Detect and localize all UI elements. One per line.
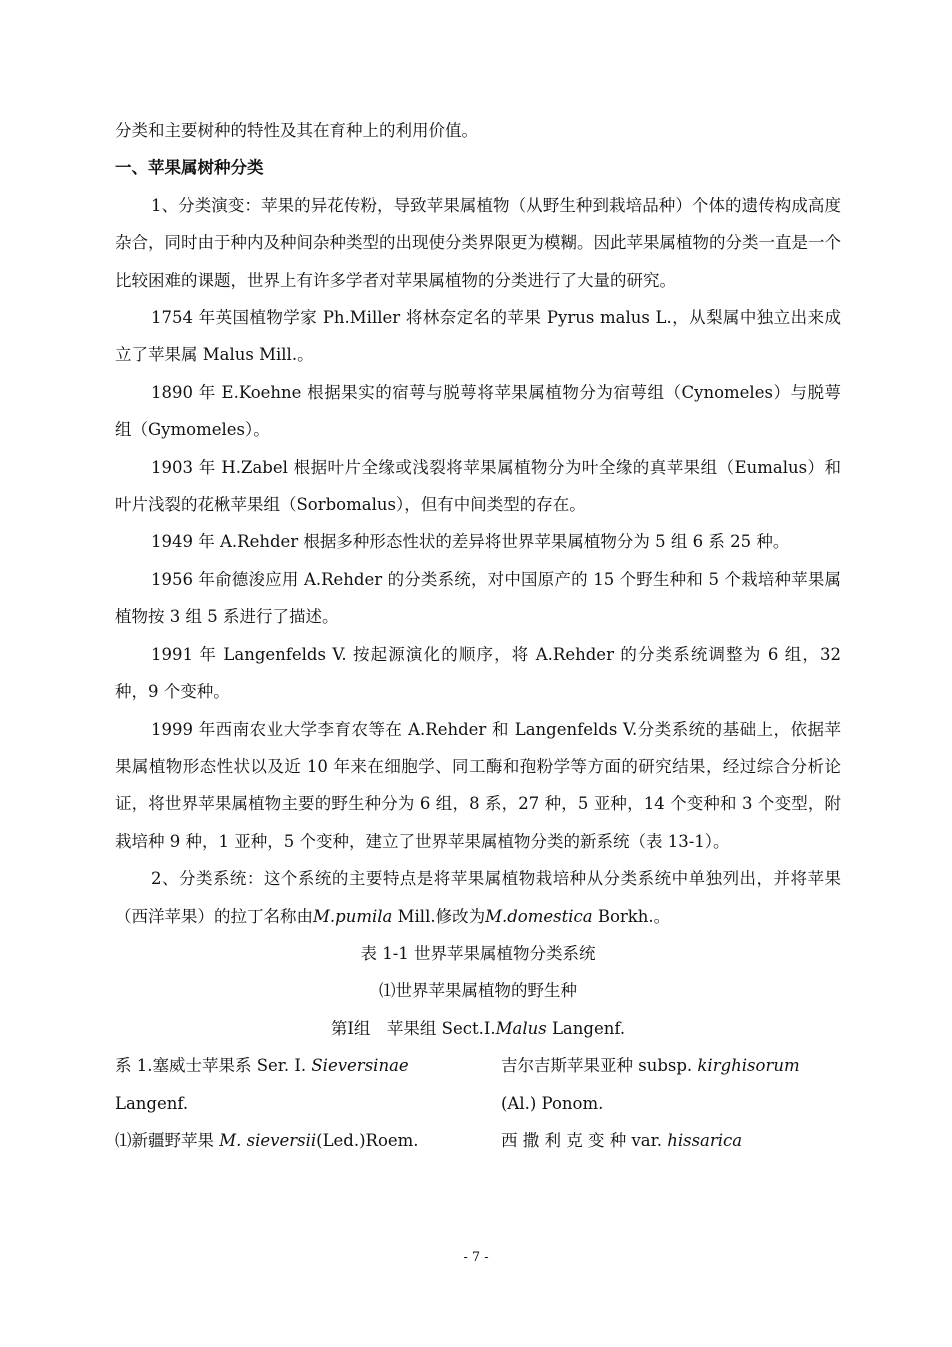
species-latin: M. sieversii (219, 1130, 317, 1150)
paragraph-3: 1890 年 E.Koehne 根据果实的宿萼与脱萼将苹果属植物分为宿萼组（Cynomeles）与脱萼组（Gymomeles）。 (115, 382, 841, 440)
right-column (501, 1047, 841, 1159)
right-line-1 (501, 1047, 841, 1084)
left-line-2: Langenf. (115, 1093, 189, 1113)
series-latin: Sieversinae (311, 1056, 409, 1076)
species-author: (Led.)Roem. (316, 1130, 419, 1150)
pumila-name: M.pumila (313, 906, 393, 926)
intro-line: 分类和主要树种的特性及其在育种上的利用价值。 (115, 121, 478, 140)
paragraph-9 (115, 860, 841, 935)
paragraph-8: 1999 年西南农业大学李育农等在 A.Rehder 和 Langenfelds V.分类系统的基础上，依据苹果属植物形态性状以及近 10 年来在细胞学、同工酶和孢粉学等方面的研究结果，经过综合分析论证，将世界苹果属植物主要的野生种分为 6 组，8 系，27 种，5 亚种，14 个变种和 3 个变型，附栽培种 9 种，1 亚种，5 个变种，建立了世界苹果属植物分类的新系统（表 13-1）。 (115, 719, 841, 851)
paragraph-9-b: Mill.修改为 (392, 906, 486, 926)
left-column (115, 1047, 455, 1159)
variety-label: 西 撒 利 克 变 种 var. (501, 1130, 668, 1150)
left-line-3 (115, 1122, 455, 1159)
paragraph-5: 1949 年 A.Rehder 根据多种形态性状的差异将世界苹果属植物分为 5 组 6 系 25 种。 (151, 532, 790, 552)
subspecies-label: 吉尔吉斯苹果亚种 subsp. (501, 1056, 698, 1076)
classification-columns (115, 1047, 841, 1159)
table-subtitle: ⑴世界苹果属植物的野生种 (379, 981, 577, 1001)
group-heading-genus: Malus (495, 1018, 547, 1038)
species-label: ⑴新疆野苹果 (115, 1130, 220, 1150)
document-page (115, 112, 841, 1159)
paragraph-9-c: Borkh.。 (592, 906, 671, 926)
subspecies-latin: kirghisorum (697, 1056, 800, 1076)
section-heading: 一、苹果属树种分类 (115, 158, 264, 178)
group-heading-a: 第Ⅰ组 苹果组 Sect.Ⅰ. (330, 1018, 496, 1038)
page-number: - 7 - (463, 1250, 489, 1265)
paragraph-4: 1903 年 H.Zabel 根据叶片全缘或浅裂将苹果属植物分为叶全缘的真苹果组（Eumalus）和叶片浅裂的花楸苹果组（Sorbomalus），但有中间类型的存在。 (115, 457, 841, 515)
series-label: 系 1.塞威士苹果系 Ser. I. (115, 1056, 312, 1076)
table-title: 表 1-1 世界苹果属植物分类系统 (360, 943, 596, 963)
domestica-name: M.domestica (485, 906, 593, 926)
paragraph-7: 1991 年 Langenfelds V. 按起源演化的顺序，将 A.Rehder 的分类系统调整为 6 组，32 种，9 个变种。 (115, 644, 841, 702)
paragraph-9-a: 2、分类系统：这个系统的主要特点是将苹果属植物栽培种从分类系统中单独列出，并将苹果（西洋苹果）的拉丁名称由 (115, 869, 841, 926)
variety-latin: hissarica (667, 1130, 743, 1150)
paragraph-6: 1956 年俞德浚应用 A.Rehder 的分类系统，对中国原产的 15 个野生种和 5 个栽培种苹果属植物按 3 组 5 系进行了描述。 (115, 569, 841, 627)
right-line-3 (501, 1122, 841, 1159)
paragraph-2: 1754 年英国植物学家 Ph.Miller 将林奈定名的苹果 Pyrus malus L.，从梨属中独立出来成立了苹果属 Malus Mill.。 (115, 308, 841, 365)
group-heading-b: Langenf. (546, 1018, 626, 1038)
paragraph-1: 1、分类演变：苹果的异花传粉，导致苹果属植物（从野生种到栽培品种）个体的遗传构成高度杂合，同时由于种内及种间杂种类型的出现使分类界限更为模糊。因此苹果属植物的分类一直是一个比较困难的课题，世界上有许多学者对苹果属植物的分类进行了大量的研究。 (115, 195, 841, 290)
left-line-1 (115, 1047, 455, 1084)
right-line-2: (Al.) Ponom. (501, 1093, 604, 1113)
group-heading (115, 1010, 841, 1047)
